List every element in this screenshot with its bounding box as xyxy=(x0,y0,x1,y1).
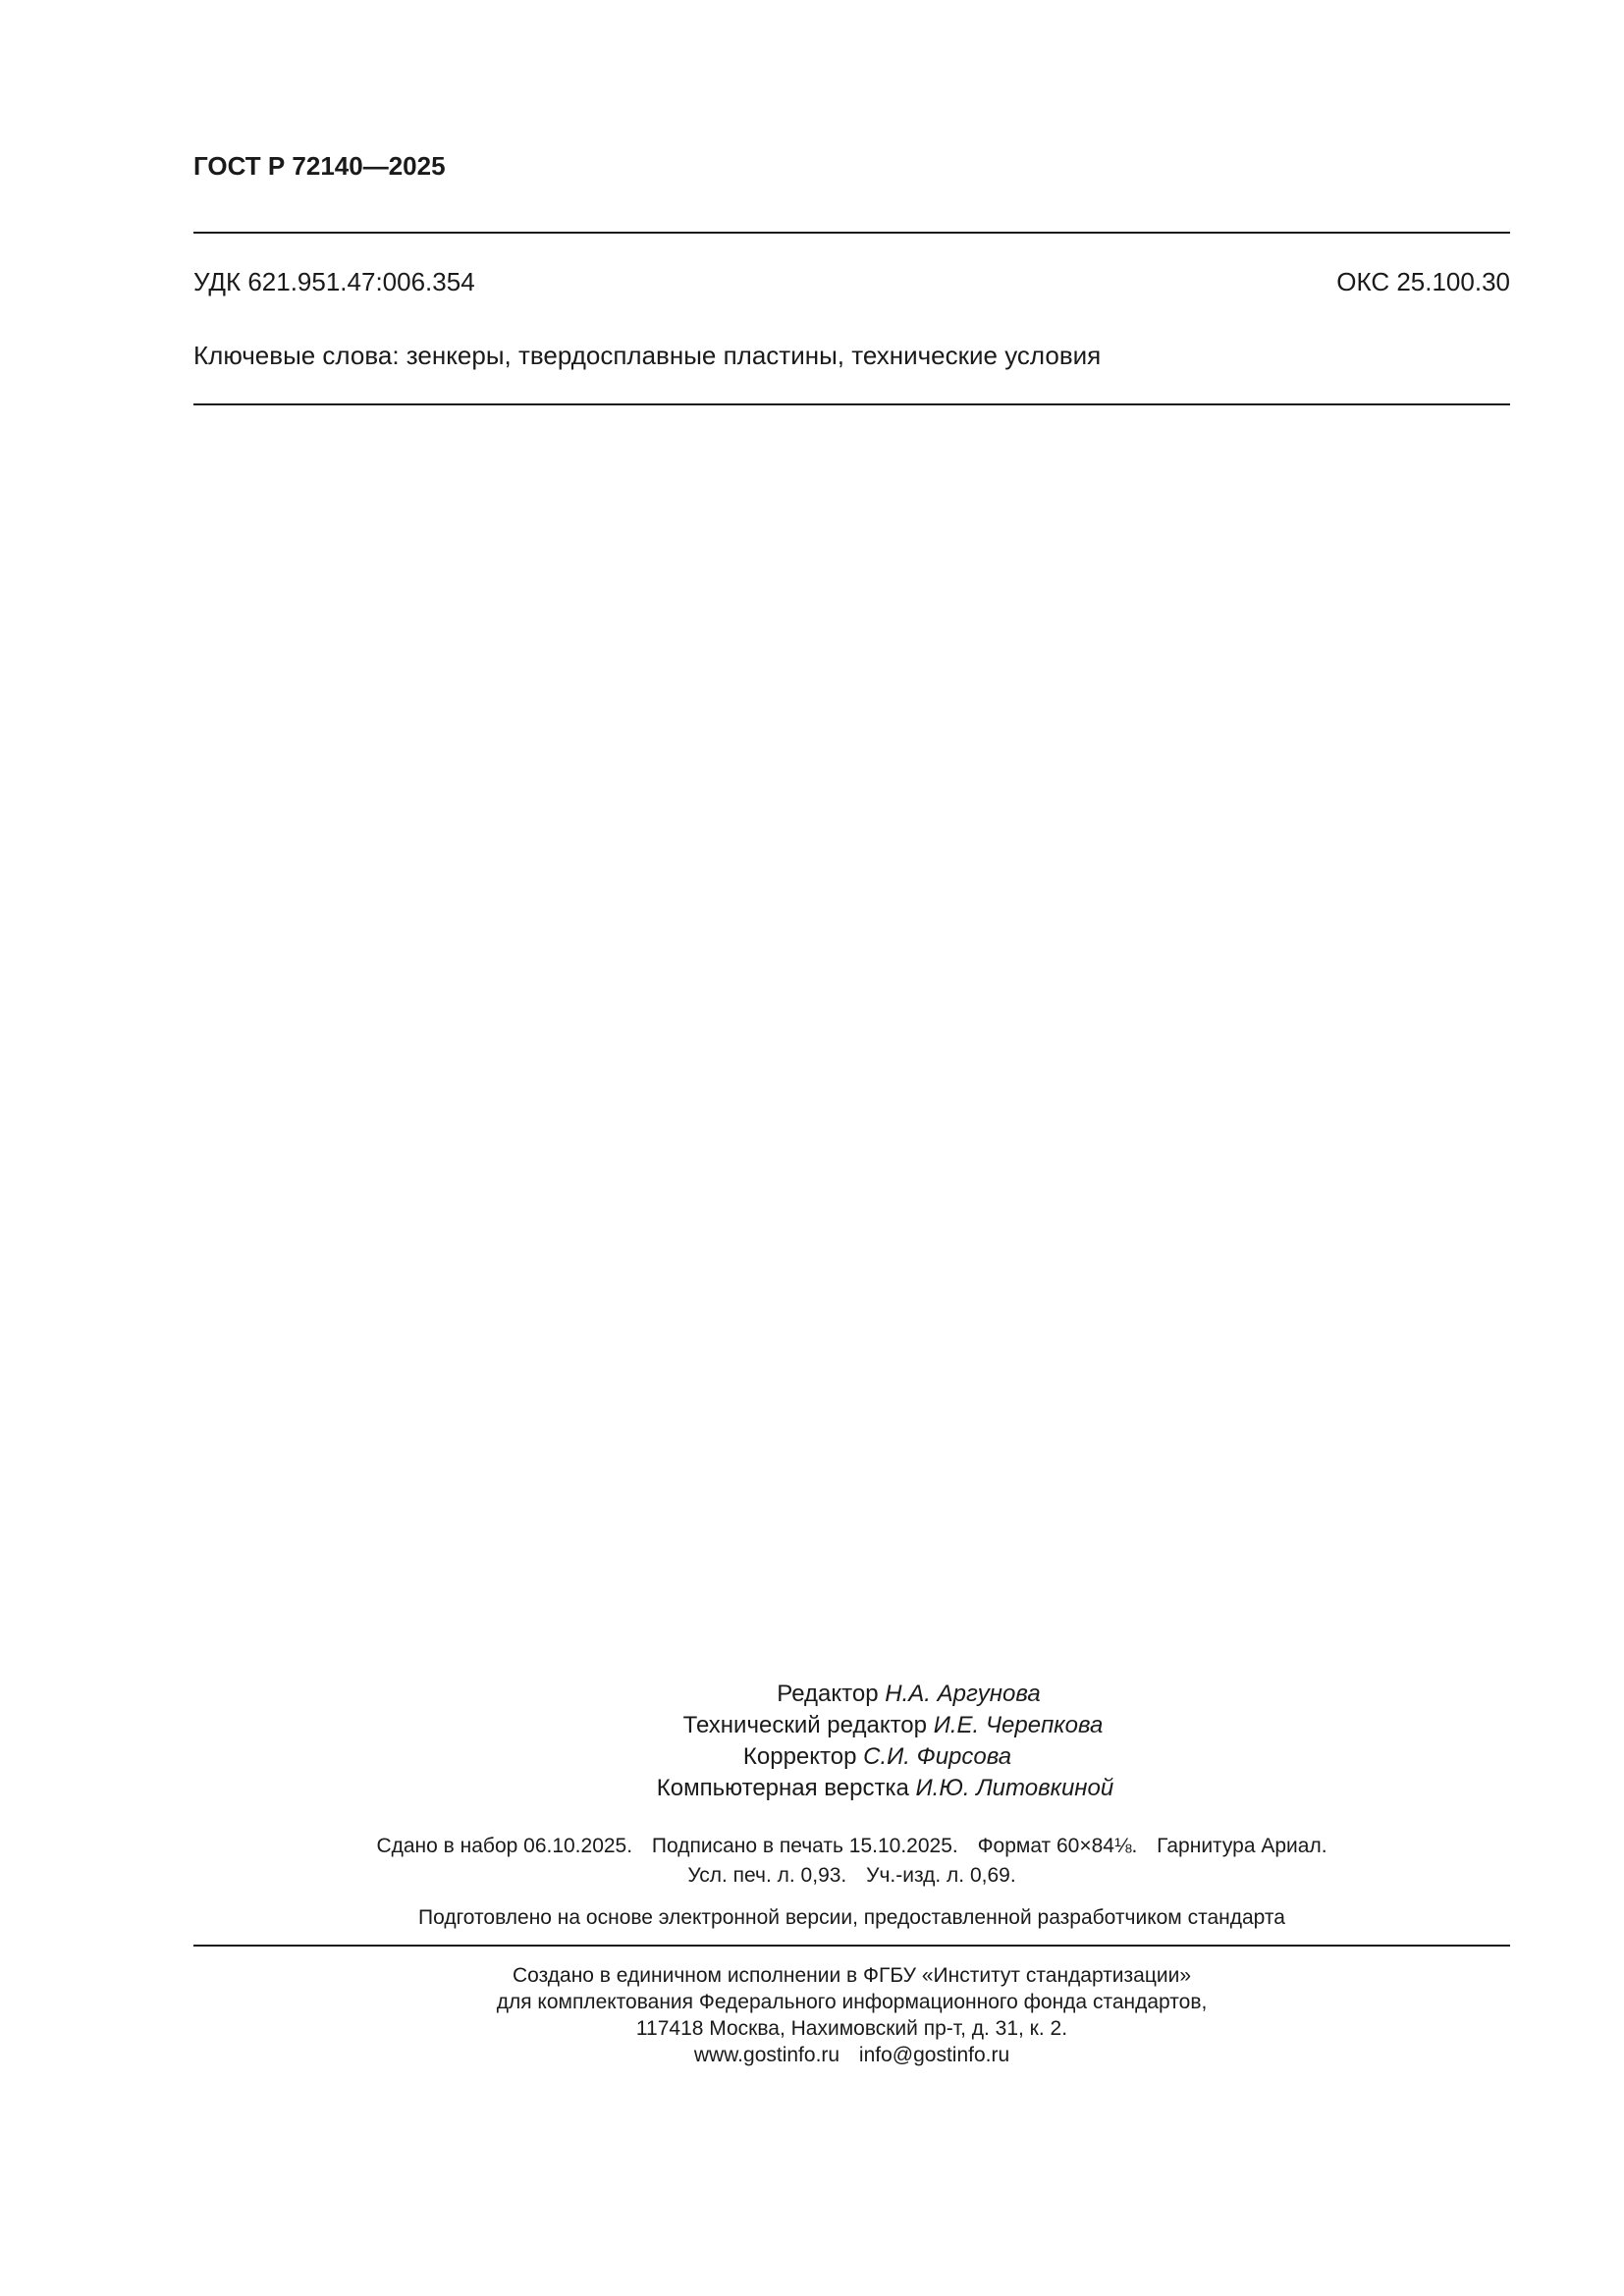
keywords-rule xyxy=(193,403,1510,405)
publisher-address: 117418 Москва, Нахимовский пр-т, д. 31, к. 2. xyxy=(635,2017,1068,2040)
credit-role: Технический редактор xyxy=(682,1712,928,1738)
top-rule xyxy=(193,232,1510,234)
print-info-line-2 xyxy=(193,1861,1510,1891)
print-info-line-1 xyxy=(193,1832,1510,1861)
credit-name: Н.А. Аргунова xyxy=(885,1681,1041,1707)
email-link[interactable]: info@gostinfo.ru xyxy=(858,2044,1010,2066)
publisher-line-1: Создано в единичном исполнении в ФГБУ «Институт стандартизации» xyxy=(512,1964,1192,1987)
classification-row xyxy=(193,267,1510,297)
credit-name: И.Е. Черепкова xyxy=(933,1712,1104,1738)
credit-role: Компьютерная верстка xyxy=(656,1775,909,1801)
credit-role: Корректор xyxy=(742,1743,857,1770)
credits-block xyxy=(193,1679,1510,1804)
credit-name: С.И. Фирсова xyxy=(863,1743,1012,1770)
typeset-date: Сдано в набор 06.10.2025. xyxy=(376,1835,633,1857)
signed-date: Подписано в печать 15.10.2025. xyxy=(651,1835,958,1857)
printed-sheets: Усл. печ. л. 0,93. xyxy=(687,1864,847,1887)
keywords-line: Ключевые слова: зенкеры, твердосплавные пластины, технические условия xyxy=(193,341,1102,370)
udc-code: УДК 621.951.47:006.354 xyxy=(193,267,475,296)
credit-role: Редактор xyxy=(777,1681,879,1707)
credit-proofreader xyxy=(219,1741,1536,1773)
publisher-rule xyxy=(193,1945,1510,1947)
prepared-note: Подготовлено на основе электронной версии, предоставленной разработчиком стандарта xyxy=(418,1906,1285,1929)
print-info xyxy=(193,1832,1510,1891)
credit-name: И.Ю. Литовкиной xyxy=(915,1775,1114,1801)
typeface: Гарнитура Ариал. xyxy=(1157,1835,1327,1857)
credit-tech-editor xyxy=(235,1710,1551,1741)
website-link[interactable]: www.gostinfo.ru xyxy=(693,2044,840,2066)
publisher-line-2: для комплектования Федерального информационного фонда стандартов, xyxy=(496,1991,1208,2013)
publisher-block xyxy=(193,1962,1510,2068)
format: Формат 60×84⅛. xyxy=(977,1835,1138,1857)
standard-code: ГОСТ Р 72140—2025 xyxy=(193,151,446,181)
credit-editor xyxy=(250,1679,1567,1710)
publisher-sheets: Уч.-изд. л. 0,69. xyxy=(866,1864,1016,1887)
credit-layout xyxy=(227,1773,1543,1804)
publisher-contacts xyxy=(193,2042,1510,2068)
oks-code: ОКС 25.100.30 xyxy=(1336,267,1510,296)
